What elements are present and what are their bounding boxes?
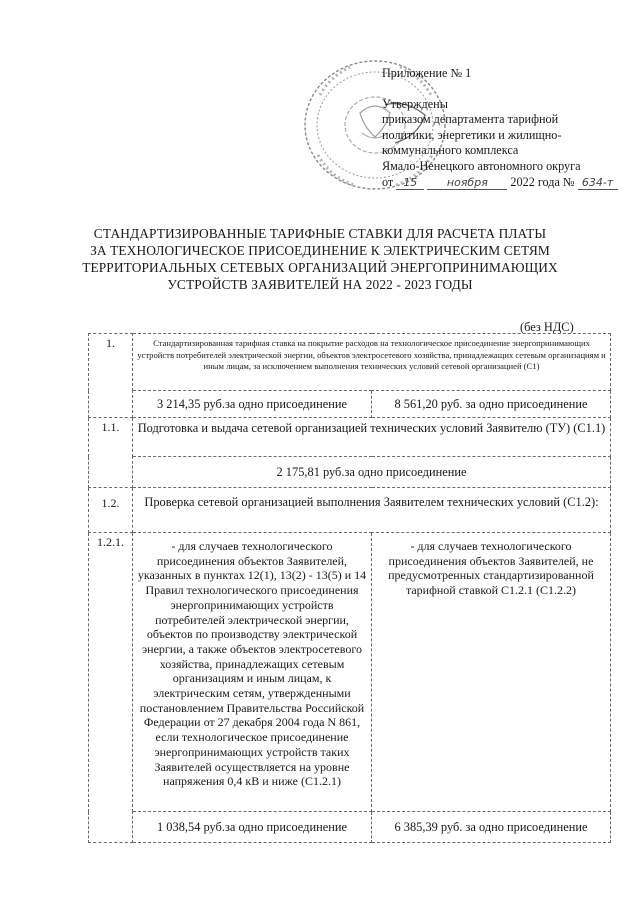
tariff-table	[88, 333, 611, 843]
title-line-3: ТЕРРИТОРИАЛЬНЫХ СЕТЕВЫХ ОРГАНИЗАЦИЙ ЭНЕРГОПРИНИМАЮЩИХ	[82, 260, 558, 275]
table-row	[89, 334, 611, 391]
approved-label: Утверждены	[382, 96, 448, 111]
rate-value: 1 038,54 руб.за одно присоединение	[133, 812, 372, 843]
row-number: 1.2.1.	[89, 533, 133, 843]
row-description: Стандартизированная тарифная ставка на покрытие расходов на технологическое присоединение энергопринимающих устройств потребителей электрической энергии, объектов электросетевого хозяйства, принадлежащих сетевым организациям и иным лицам, за исключением выполнения технических условий сетевой организацией (С1)	[133, 334, 611, 391]
row-description: - для случаев технологического присоединения объектов Заявителей, указанных в пунктах 12(1), 13(2) - 13(5) и 14 Правил технологического присоединения энергопринимающих устройств потребителей электрической энергии, объектов по производству электрической энергии, а также объектов электросетевого хозяйства, принадлежащих сетевым организациям и иным лицам, к электрическим сетям, утвержденными постановлением Правительства Российской Федерации от 27 декабря 2004 года N 861, если технологическое присоединение энергопринимающих устройств таких Заявителей осуществляется на уровне напряжения 0,4 кВ и ниже (С1.2.1)	[133, 533, 372, 812]
table-row	[89, 391, 611, 418]
date-day-handwritten: 15	[396, 176, 424, 190]
approval-department-line: политики, энергетики и жилищно-	[382, 127, 562, 142]
date-prefix: от	[382, 174, 394, 189]
title-line-4: УСТРОЙСТВ ЗАЯВИТЕЛЕЙ НА 2022 - 2023 ГОДЫ	[167, 277, 473, 292]
row-number: 1.	[89, 334, 133, 418]
date-month-handwritten: ноября	[427, 176, 507, 190]
document-title	[60, 225, 580, 293]
approval-block	[382, 66, 612, 190]
vat-note: (без НДС)	[520, 320, 574, 334]
date-year-text: 2022 года №	[510, 174, 575, 189]
approval-region-line: Ямало-Ненецкого автономного округа	[382, 158, 581, 173]
approval-complex-line: коммунального комплекса	[382, 143, 519, 158]
row-description: - для случаев технологического присоединения объектов Заявителей, не предусмотренных стандартизированной тарифной ставкой С1.2.1 (С1.2.2)	[372, 533, 611, 812]
rate-value: 2 175,81 руб.за одно присоединение	[133, 457, 611, 488]
table-row	[89, 488, 611, 533]
table-row	[89, 812, 611, 843]
title-line-1: СТАНДАРТИЗИРОВАННЫЕ ТАРИФНЫЕ СТАВКИ ДЛЯ РАСЧЕТА ПЛАТЫ	[93, 226, 547, 241]
approval-date-line	[382, 175, 612, 191]
table-row	[89, 418, 611, 457]
row-description: Проверка сетевой организацией выполнения Заявителем технических условий (С1.2):	[133, 488, 611, 533]
row-number: 1.2.	[89, 488, 133, 533]
table-row	[89, 533, 611, 812]
rate-value: 8 561,20 руб. за одно присоединение	[372, 391, 611, 418]
rate-value: 3 214,35 руб.за одно присоединение	[133, 391, 372, 418]
approval-order-line: приказом департамента тарифной	[382, 112, 559, 127]
appendix-number: Приложение № 1	[382, 66, 472, 80]
order-number-handwritten: 634-т	[578, 176, 618, 190]
row-description: Подготовка и выдача сетевой организацией технических условий Заявителю (ТУ) (С1.1)	[133, 418, 611, 457]
title-line-2: ЗА ТЕХНОЛОГИЧЕСКОЕ ПРИСОЕДИНЕНИЕ К ЭЛЕКТРИЧЕСКИМ СЕТЯМ	[90, 243, 550, 258]
rate-value: 6 385,39 руб. за одно присоединение	[372, 812, 611, 843]
row-number: 1.1.	[89, 418, 133, 488]
table-row	[89, 457, 611, 488]
